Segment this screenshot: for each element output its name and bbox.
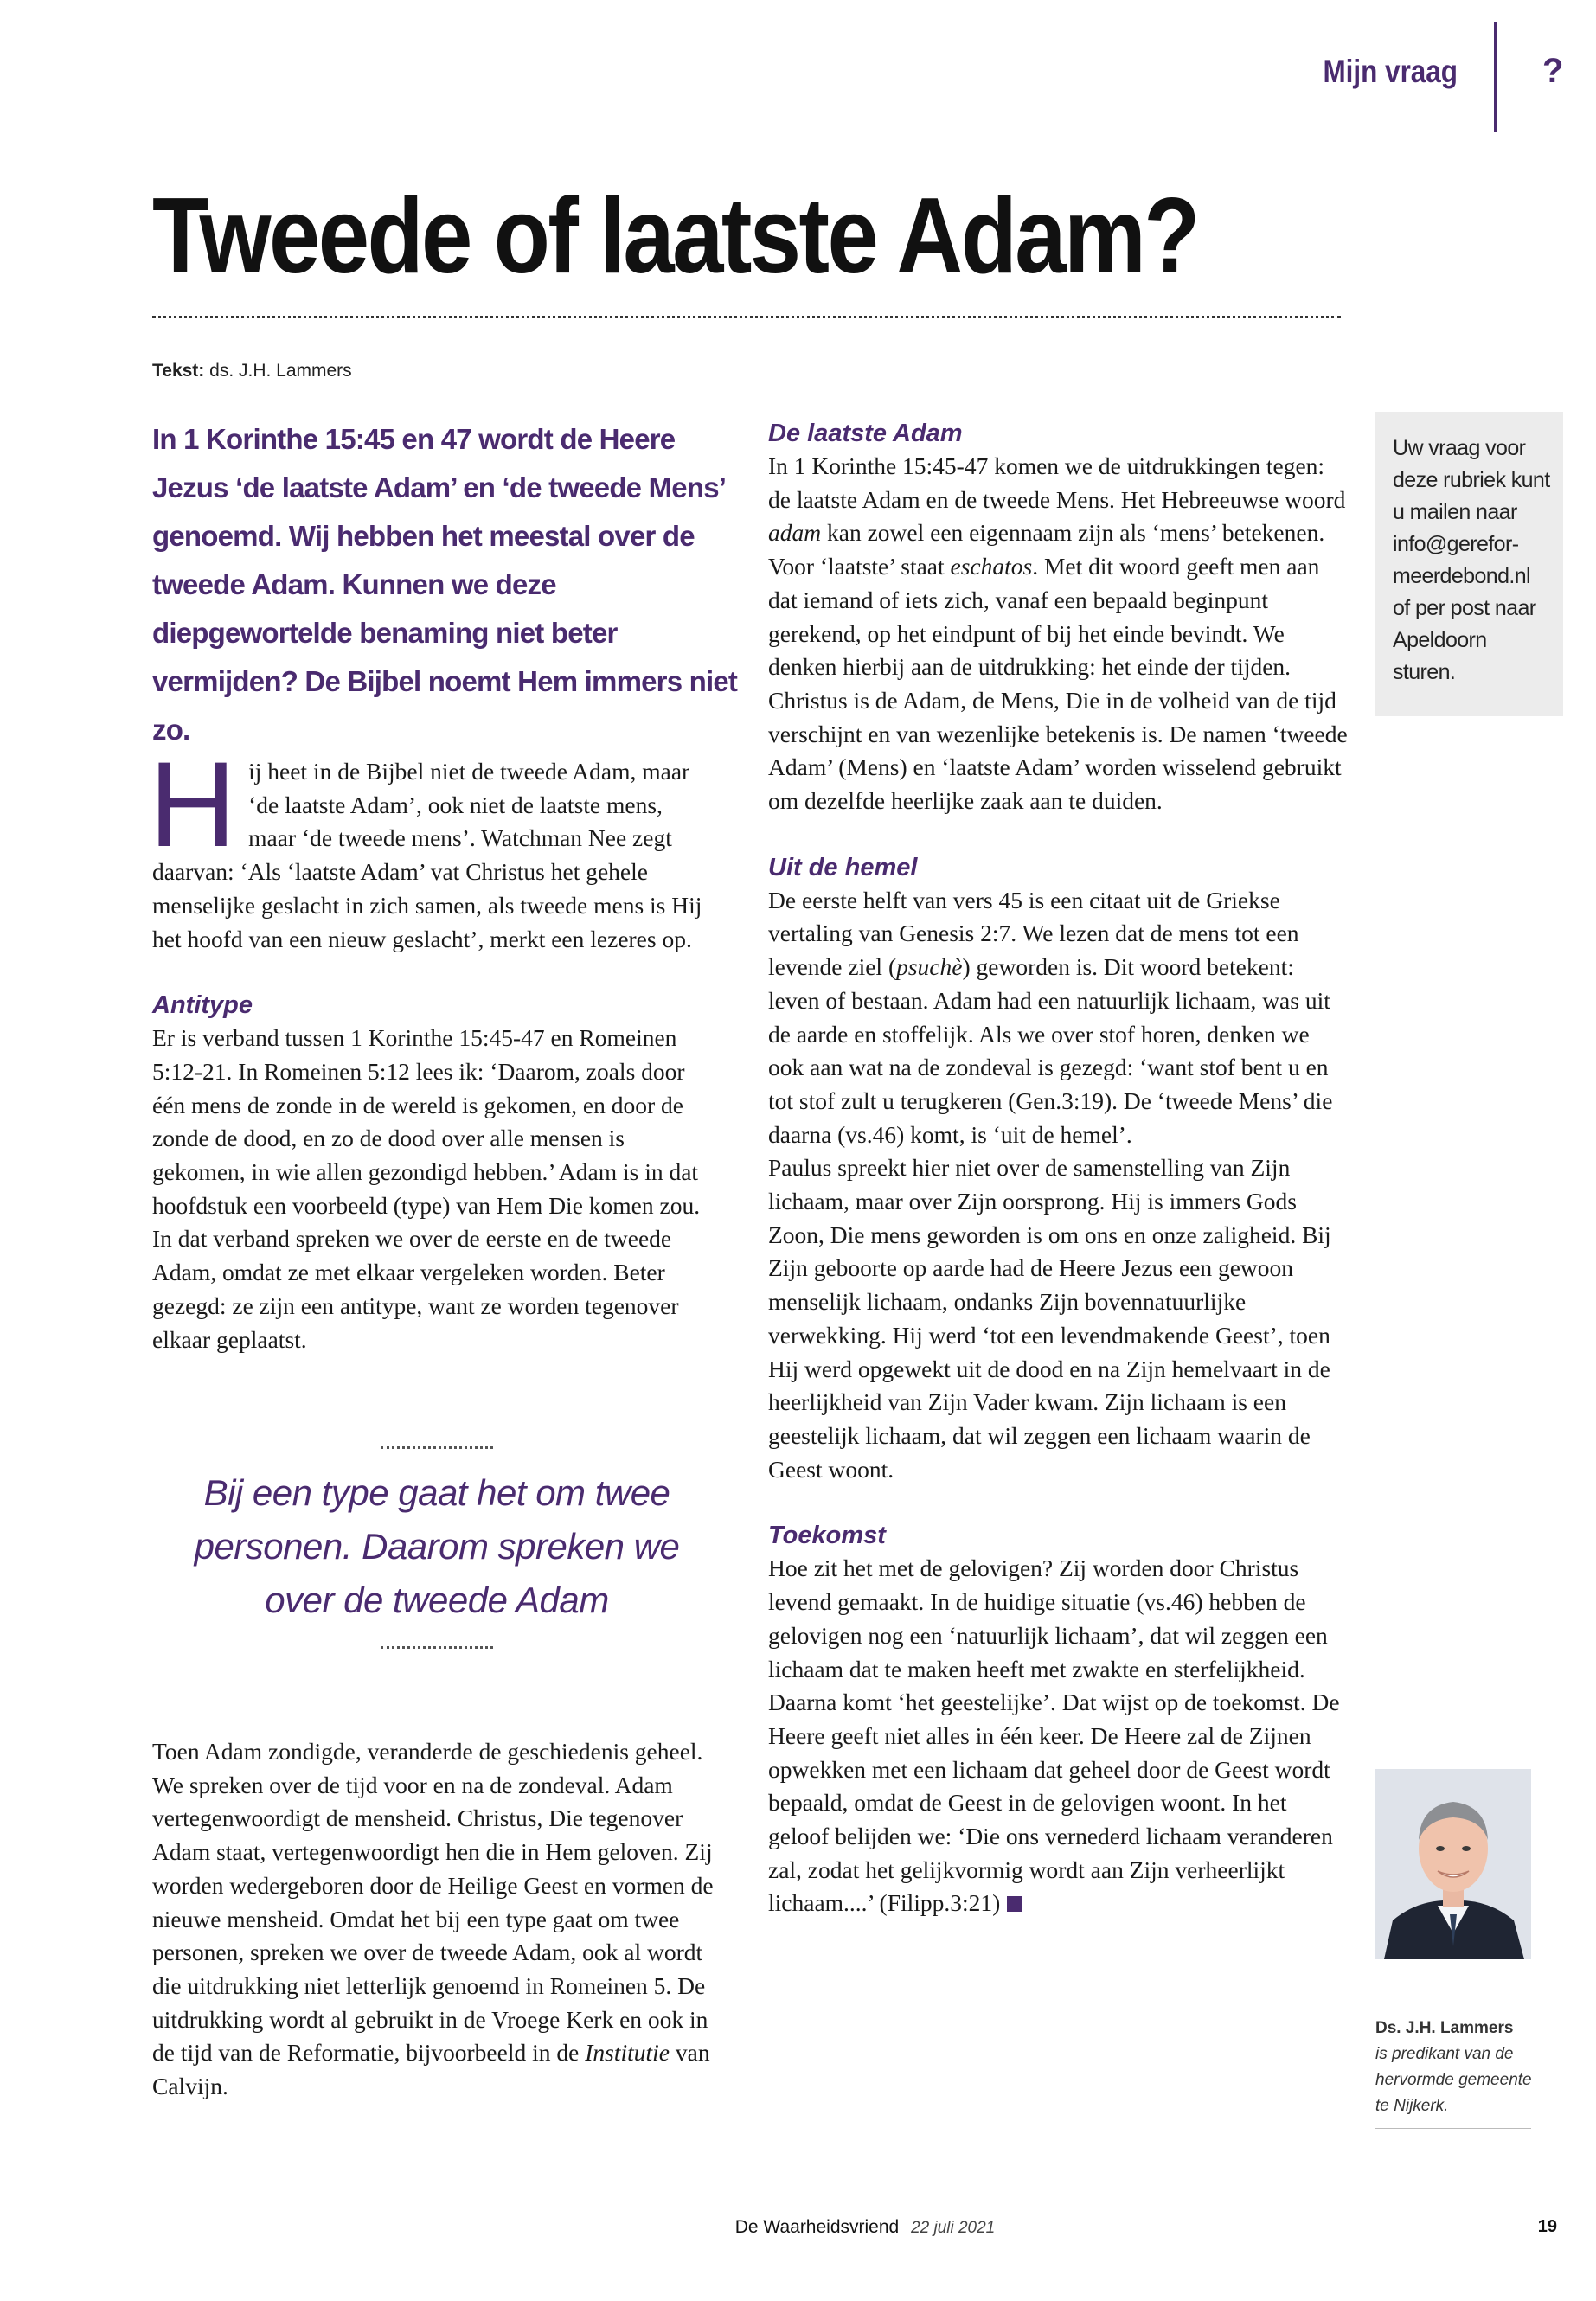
pull-quote [190,1446,683,1649]
toen-end: van Calvijn. [152,2039,710,2100]
contact-info-box [1375,412,1563,716]
question-mark-icon: ? [1542,52,1564,90]
laatste-text-1: In 1 Korinthe 15:45-47 komen we de uitdrukkingen tegen: de laatste Adam en de tweede Mens. Het Hebreeuwse woord [768,452,1346,513]
author-portrait-illustration [1375,1769,1531,1959]
column-right [768,417,1348,1920]
subhead-laatste-adam: De laatste Adam [768,420,963,447]
page-footer [657,2217,1073,2238]
hemel-text-1: De eerste helft van vers 45 is een citaat uit de Griekse vertaling van Genesis 2:7. We lezen dat de mens tot een levende ziel ( [768,886,1299,981]
subhead-antitype: Antitype [152,991,253,1020]
hemel-text-2: ) geworden is. Dit woord betekent: leven of bestaan. Adam had een natuurlijk lichaam, was uit de aarde en stoffelijk. Als we over stof horen, denken we ook aan wat na de zondeval is gezegd: ‘want stof bent u en tot stof zult u terugkeren (Gen.3:19). De ‘tweede Mens’ die daarna (vs.46) komt, is ‘uit de hemel’. [768,953,1333,1148]
laatste-text-2: kan zowel een eigennaam zijn als ‘mens’ betekenen. Voor ‘laatste’ staat [768,519,1325,580]
paragraph-toekomst [768,1552,1348,1920]
section-label: Mijn vraag [1323,54,1458,89]
laatste-text-3: . Met dit woord geeft men aan dat iemand of iets zich, vanaf een bepaald beginpunt gerekend, op het eindpunt of bij het einde bevindt. We denken hierbij aan de uitdrukking: het einde der tijden. Christus is de Adam, de Mens, Die in de volheid van de tijd verschijnt en van wezenlijke betekenis is. De namen ‘tweede Adam’ (Mens) en ‘laatste Adam’ worden wisselend gebruikt om dezelfde heerlijke zaak aan te duiden. [768,553,1348,815]
pull-quote-bottom-dots [381,1646,493,1649]
caption-rule [1375,2128,1531,2129]
opening-paragraph [149,736,706,956]
paragraph-antitype: Er is verband tussen 1 Korinthe 15:45-47 en Romeinen 5:12-21. In Romeinen 5:12 lees ik: ‘Daarom, zoals door één mens de zonde in de wereld is gekomen, en door de zonde de dood, en zo de dood over alle mensen is gekomen, in wie allen gezondigd hebben.’ Adam is in dat hoofdstuk een voorbeeld (type) van Hem Die komen zou. In dat verband spreken we over de eerste en de tweede Adam, omdat ze met elkaar vergeleken worden. Beter gezegd: ze zijn een antitype, want ze worden tegenover elkaar geplaatst. [152,1024,701,1353]
author-caption [1375,2016,1548,2119]
author-photo [1375,1769,1531,1959]
publication-name: De Waarheidsvriend [734,2217,900,2237]
author-role: is predikant van de hervormde gemeente te Nijkerk. [1375,2045,1532,2115]
paragraph-paulus: Paulus spreekt hier niet over de samenstelling van Zijn lichaam, maar over Zijn oorsprong. Hij is immers Gods Zoon, Die mens geworden is om ons en onze zaligheid. Bij Zijn geboorte op aarde had de Heere Jezus een gewoon menselijk lichaam, ondanks Zijn bovennatuurlijke verwekking. Hij werd ‘tot een levendmakende Geest’, toen Hij werd opgewekt uit de dood en na Zijn hemelvaart in de heerlijkheid van Zijn Vader kwam. Zijn lichaam is een geestelijk lichaam, dat wil zeggen een lichaam waarin de Geest woont. [768,1154,1331,1483]
end-mark-icon [1007,1896,1022,1912]
subhead-toekomst: Toekomst [768,1522,886,1550]
title-dotted-rule [152,316,1341,318]
page-number: 19 [1537,2217,1557,2236]
paragraph-uit-de-hemel [768,884,1348,1152]
column-left-top [149,736,706,1356]
toen-text: Toen Adam zondigde, veranderde de geschiedenis geheel. We spreken over de tijd voor en na de zondeval. Adam vertegenwoordigt de mensheid. Christus, Die tegenover Adam staat, vertegenwoordigt hen die in Hem geloven. Zij worden wedergeboren door de Heilige Geest en vormen de nieuwe mensheid. Omdat het bij een type gaat om twee personen, spreken we over de tweede Adam, ook al wordt die uitdrukking niet letterlijk genoemd in Romeinen 5. De uitdrukking wordt al gebruikt in de Vroege Kerk en ook in de tijd van de Reformatie, bijvoorbeeld in de [152,1738,714,2067]
author-name: Ds. J.H. Lammers [1375,2019,1514,2037]
intro-lead: In 1 Korinthe 15:45 en 47 wordt de Heere Jezus ‘de laatste Adam’ en ‘de tweede Mens’ genoemd. Wij hebben het meestal over de tweede Adam. Kunnen we deze diepgewortelde benaming niet beter vermijden? De Bijbel noemt Hem immers niet zo. [152,423,738,746]
article-title: Tweede of laatste Adam? [152,176,1198,296]
byline [152,361,352,381]
contact-info-text: Uw vraag voor deze rubriek kunt u mailen naar info@gerefor- meerdebond.nl of per post naar Apeldoorn sturen. [1393,436,1550,684]
byline-author: ds. J.H. Lammers [209,361,352,381]
drop-cap: H [149,736,237,872]
opening-text: ij heet in de Bijbel niet de tweede Adam, maar ‘de laatste Adam’, ook niet de laatste mens, maar ‘de tweede mens’. Watchman Nee zegt daarvan: ‘Als ‘laatste Adam’ vat Christus het gehele menselijke geslacht in zich samen, als tweede mens is Hij het hoofd van een nieuw geslacht’, merkt een lezeres op. [152,758,702,952]
institutie-italic: Institutie [585,2039,670,2067]
header-divider [1494,22,1497,132]
byline-label: Tekst: [152,361,205,381]
eschatos-italic: eschatos [950,553,1033,580]
paragraph-toen-adam [152,1735,715,2104]
adam-italic: adam [768,519,822,547]
psuche-italic: psuchè [896,953,963,981]
toekomst-text: Hoe zit het met de gelovigen? Zij worden door Christus levend gemaakt. In de huidige situatie (vs.46) hebben de gelovigen nog een ‘natuurlijk lichaam’, dat wil zeggen een lichaam dat te maken heeft met zwakte en sterfelijkheid. Daarna komt ‘het geestelijke’. Dat wijst op de toekomst. De Heere geeft niet alles in één keer. De Heere zal de Zijnen opwekken met een lichaam dat geheel door de Geest wordt bepaald, omdat de Geest in de gelovigen woont. In het geloof belijden we: ‘Die ons vernederd lichaam veranderen zal, zodat het gelijkvormig wordt aan Zijn verheerlijkt lichaam....’ (Filipp.3:21) [768,1554,1340,1917]
column-left-bottom [152,1735,715,2104]
subhead-uit-de-hemel: Uit de hemel [768,853,918,881]
pull-quote-top-dots [381,1446,493,1449]
issue-date: 22 juli 2021 [911,2219,996,2237]
pull-quote-text: Bij een type gaat het om twee personen. Daarom spreken we over de tweede Adam [194,1472,680,1620]
paragraph-laatste-adam [768,450,1348,818]
